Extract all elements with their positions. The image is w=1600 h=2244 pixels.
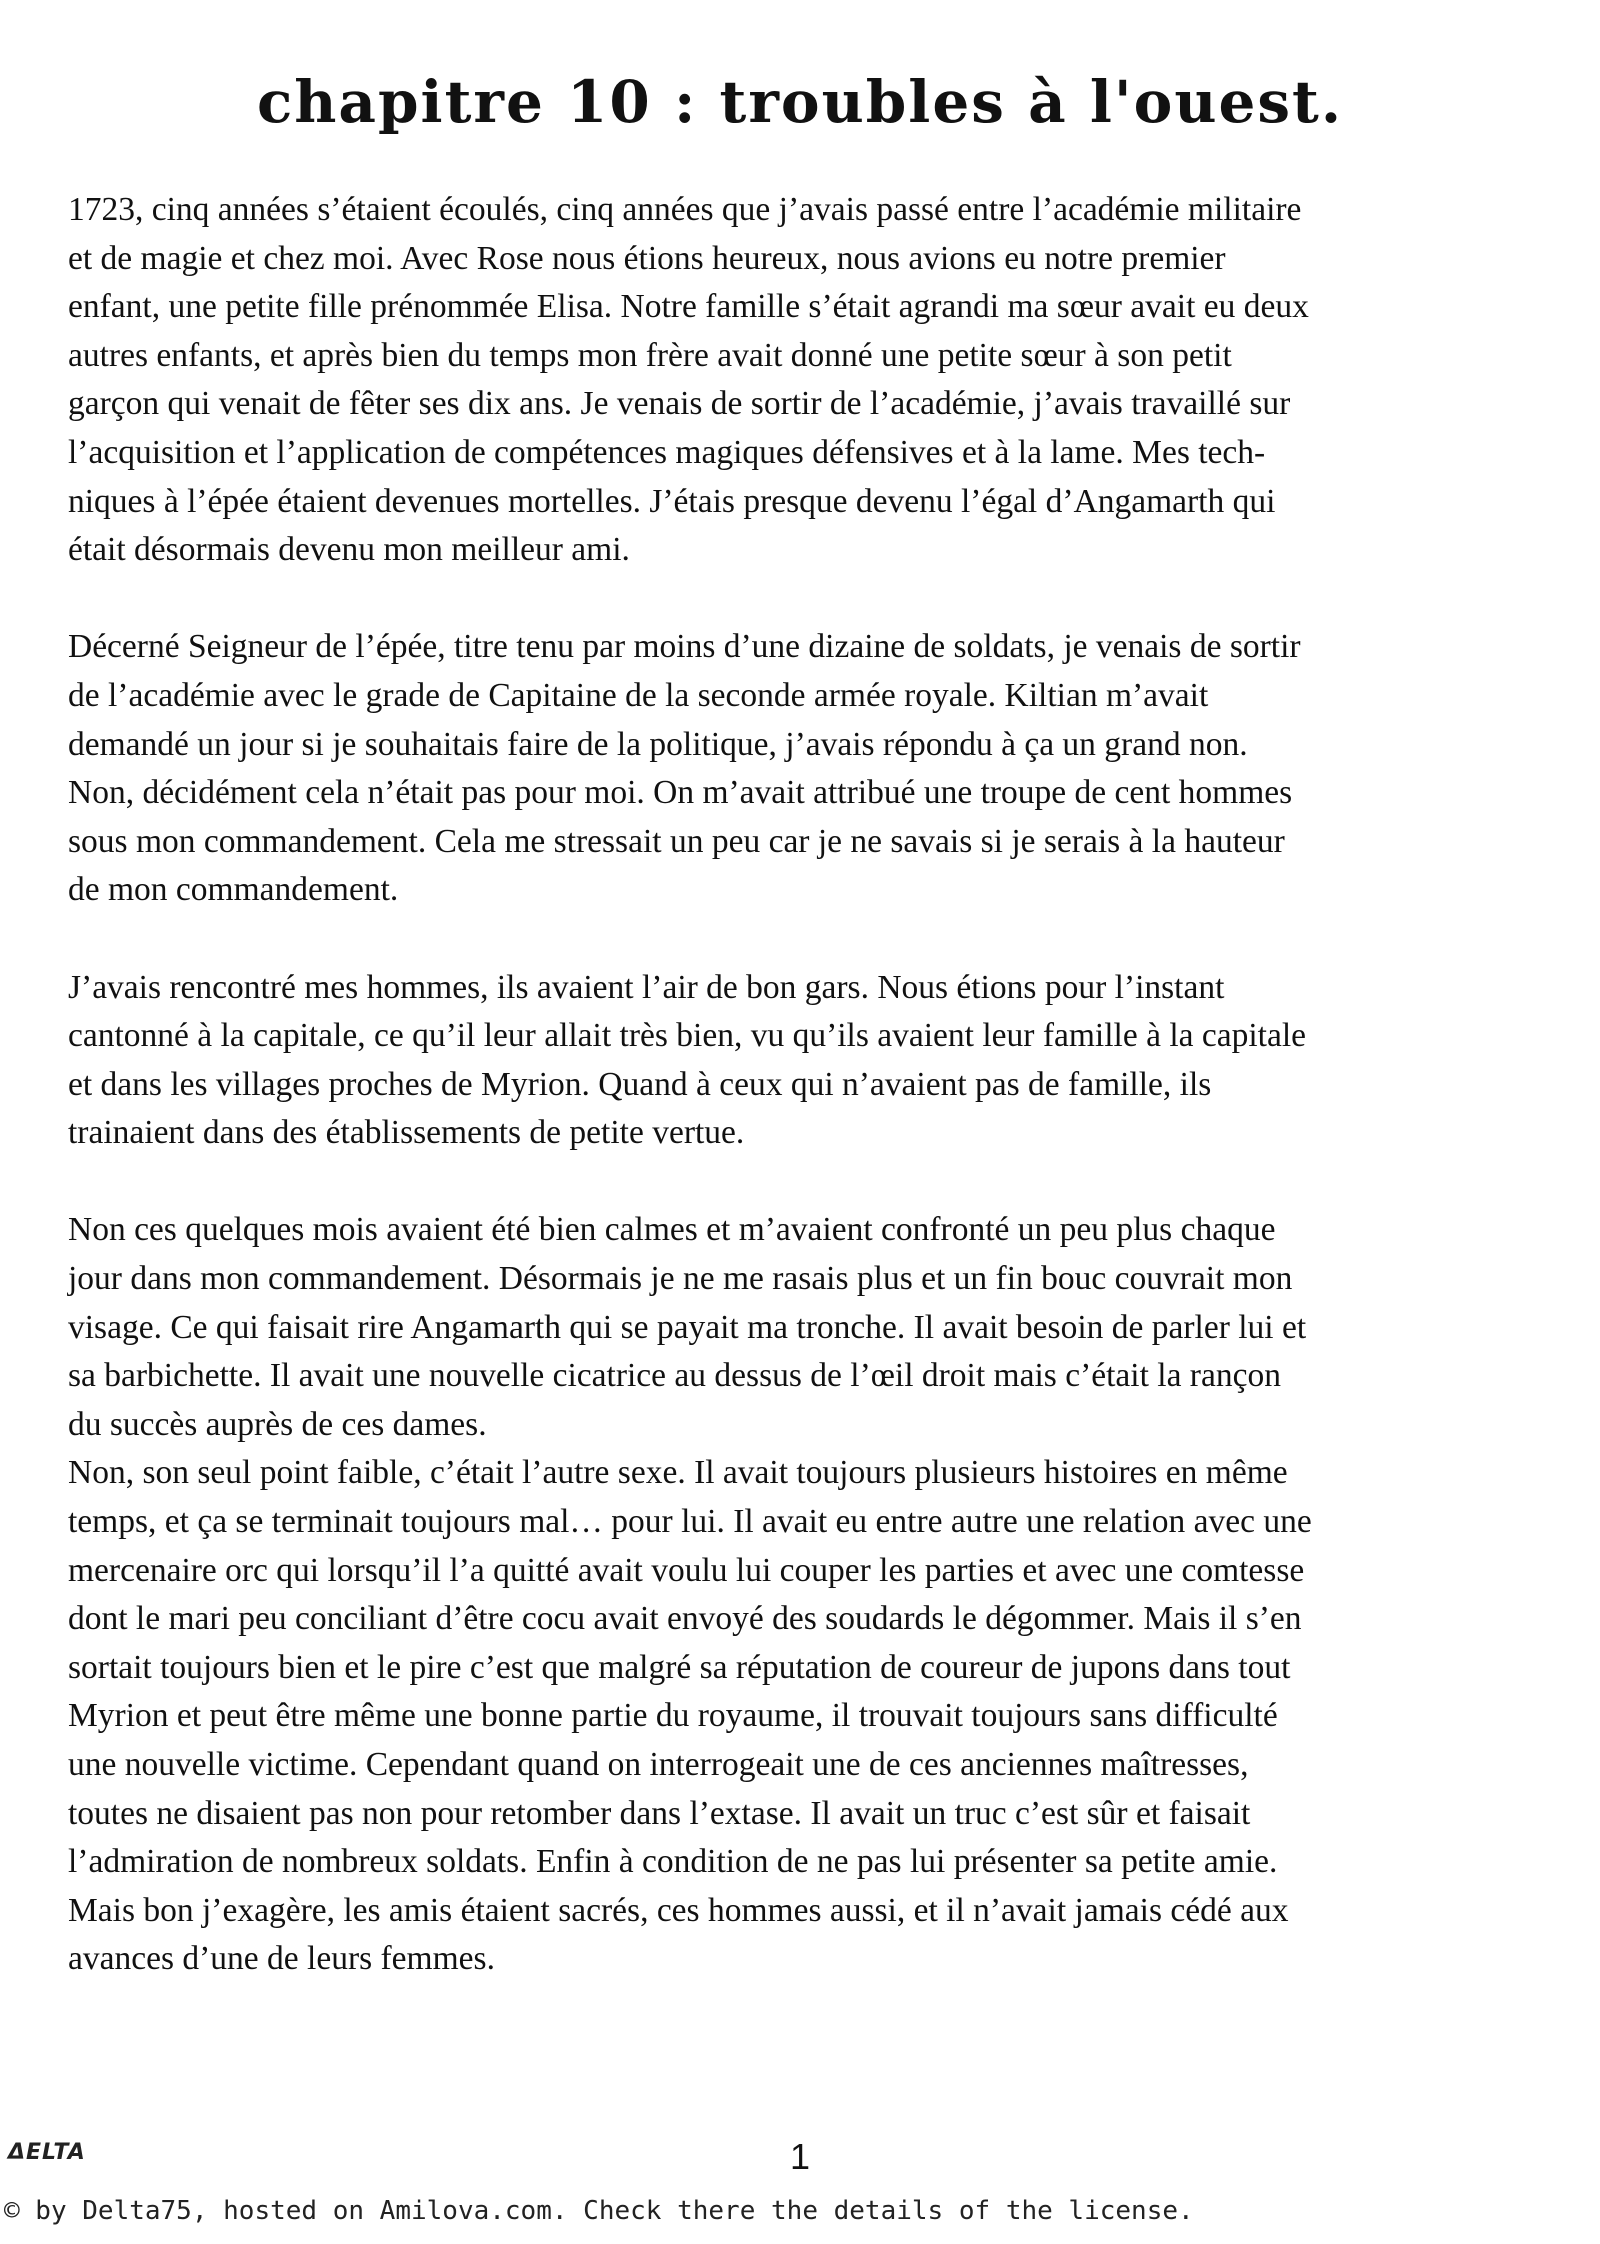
paragraph-4: Non ces quelques mois avaient été bien calmes et m’avaient confronté un peu plus chaque jour dans mon commandement. Désormais je ne me rasais plus et un fin bouc couvrait mon visage. Ce qui faisait rire Angamarth qui se payait ma tronche. Il avait besoin de parler lui et sa barbichette. Il avait une nouvelle cicatrice au dessus de l’œil droit mais c’était la rançon du succès auprès de ces dames. Non, son seul point faible, c’était l’autre sexe. Il avait toujours plusieurs histoires en même temps, et ça se terminait toujours mal… pour lui. Il avait eu entre autre une relation avec une mercenaire orc qui lorsqu’il l’a quitté avait voulu lui couper les parties et avec une comtesse dont le mari peu conciliant d’être cocu avait envoyé des soudards le dégommer. Mais il s’en sortait toujours bien et le pire c’est que malgré sa réputation de coureur de jupons dans tout Myrion et peut être même une bonne partie du royaume, il trouvait toujours sans difficulté une nouvelle victime. Cependant quand on interrogeait une de ces anciennes maîtresses, toutes ne disaient pas non pour retomber dans l’extase. Il avait un truc c’est sûr et faisait l’admiration de nombreux soldats. Enfin à condition de ne pas lui présenter sa petite amie. Mais bon j’exagère, les amis étaient sacrés, ces hommes aussi, et il n’avait jamais cédé aux avances d’une de leurs femmes. [68, 1211, 1312, 1978]
paragraph-3: J’avais rencontré mes hommes, ils avaient l’air de bon gars. Nous étions pour l’instant cantonné à la capitale, ce qu’il leur allait très bien, vu qu’ils avaient leur famille à la capitale et dans les villages proches de Myrion. Quand à ceux qui n’avaient pas de famille, ils trainaient dans des établissements de petite vertue. [68, 968, 1307, 1152]
chapter-title: chapitre 10 : troubles à l'ouest. [256, 68, 1344, 136]
paragraph-1: 1723, cinq années s’étaient écoulés, cinq années que j’avais passé entre l’académie militaire et de magie et chez moi. Avec Rose nous étions heureux, nous avions eu notre premier enfant, une petite fille prénommée Elisa. Notre famille s’était agrandi ma sœur avait eu deux autres enfants, et après bien du temps mon frère avait donné une petite sœur à son petit garçon qui venait de fêter ses dix ans. Je venais de sortir de l’académie, j’avais travaillé sur l’acquisition et l’application de compétences magiques défensives et à la lame. Mes tech- niques à l’épée étaient devenues mortelles. J’étais presque devenu l’égal d’Angamarth qui était désormais devenu mon meilleur ami. [68, 191, 1309, 569]
paragraph-spacer [68, 1158, 1568, 1207]
paragraph-2: Décerné Seigneur de l’épée, titre tenu par moins d’une dizaine de soldats, je venais de sortir de l’académie avec le grade de Capitaine de la seconde armée royale. Kiltian m’avait demandé un jour si je souhaitais faire de la politique, j’avais répondu à ça un grand non. Non, décidément cela n’était pas pour moi. On m’avait attribué une troupe de cent hommes sous mon commandement. Cela me stressait un peu car je ne savais si je serais à la hauteur de mon commandement. [68, 628, 1301, 909]
paragraph-spacer [68, 915, 1568, 964]
chapter-body [68, 186, 1568, 1984]
delta-logo: ΔELTA [8, 2140, 86, 2165]
license-credit: © by Delta75, hosted on Amilova.com. Check there the details of the license. [4, 2196, 1194, 2226]
page-number: 1 [789, 2136, 811, 2177]
paragraph-spacer [68, 575, 1568, 624]
